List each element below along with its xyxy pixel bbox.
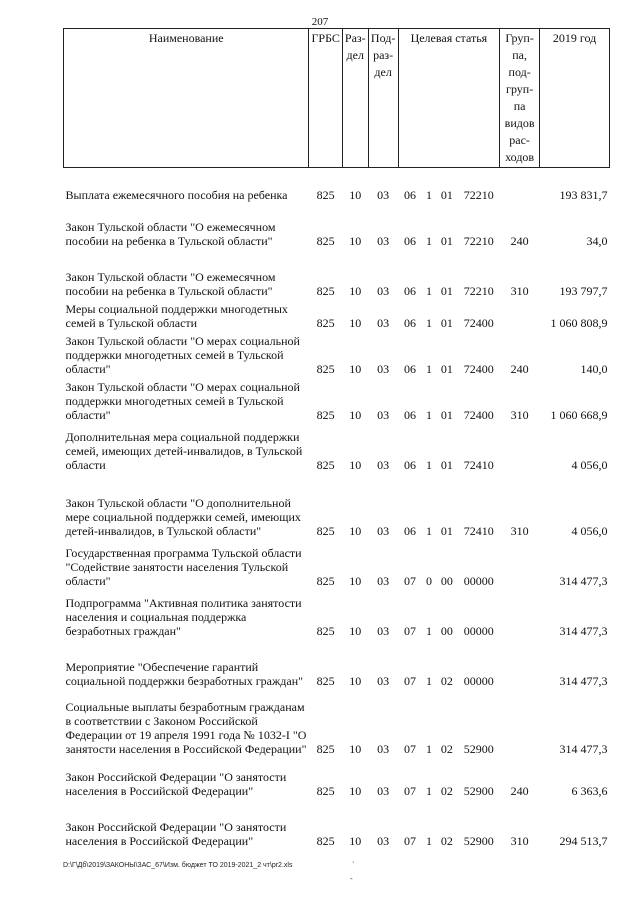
table-row	[64, 422, 610, 472]
row-target-program: 07	[404, 783, 417, 798]
row-target-subprogram: 1	[425, 283, 432, 298]
row-expense-group	[500, 588, 540, 638]
row-podrazdel: 03	[377, 361, 390, 376]
row-grbs: 825	[316, 361, 335, 376]
row-target-event: 01	[440, 457, 453, 472]
row-amount: 314 477,3	[559, 673, 608, 688]
table-header-row	[64, 29, 610, 168]
row-razdel: 10	[349, 623, 362, 638]
row-name: Выплата ежемесячного пособия на ребенка	[65, 187, 288, 202]
row-razdel: 10	[349, 673, 362, 688]
row-amount: 1 060 668,9	[550, 407, 608, 422]
row-name: Закон Тульской области "О мерах социальной поддержки многодетных семей в Тульской области"	[65, 379, 300, 422]
row-target-event: 01	[440, 283, 453, 298]
row-target-subprogram: 1	[425, 407, 432, 422]
row-target-subprogram: 1	[425, 457, 432, 472]
row-razdel: 10	[349, 361, 362, 376]
row-podrazdel: 03	[377, 315, 390, 330]
row-target-event: 02	[440, 673, 453, 688]
header-year: 2019 год	[540, 29, 610, 168]
table-row	[64, 756, 610, 798]
row-target-event: 01	[440, 407, 453, 422]
row-amount: 1 060 808,9	[550, 315, 608, 330]
row-grbs: 825	[316, 573, 335, 588]
row-target-program: 06	[404, 315, 417, 330]
row-target-subprogram: 1	[425, 783, 432, 798]
header-podrazdel: Под-раз-дел	[368, 29, 398, 168]
row-podrazdel: 03	[377, 407, 390, 422]
row-target-program: 07	[404, 623, 417, 638]
row-amount: 4 056,0	[571, 457, 608, 472]
row-name: Меры социальной поддержки многодетных семей в Тульской области	[65, 301, 288, 330]
row-amount: 314 477,3	[559, 741, 608, 756]
row-razdel: 10	[349, 187, 362, 202]
row-target-subprogram: 1	[425, 187, 432, 202]
row-amount: 140,0	[580, 361, 608, 376]
table-row	[64, 248, 610, 298]
row-grbs: 825	[316, 283, 335, 298]
row-target-subprogram: 1	[425, 623, 432, 638]
header-expense-group: Груп-па, под-груп-па видов рас-ходов	[500, 29, 540, 168]
row-target-subprogram: 0	[425, 573, 432, 588]
table-row	[64, 588, 610, 638]
row-razdel: 10	[349, 315, 362, 330]
table-row	[64, 298, 610, 330]
row-amount: 193 831,7	[559, 187, 608, 202]
row-target-event: 01	[440, 361, 453, 376]
row-razdel: 10	[349, 457, 362, 472]
row-target-event: 02	[440, 741, 453, 756]
row-expense-group: 310	[510, 833, 529, 848]
row-podrazdel: 03	[377, 623, 390, 638]
row-expense-group: 310	[510, 407, 529, 422]
row-expense-group	[500, 422, 540, 472]
row-grbs: 825	[316, 833, 335, 848]
row-target-subprogram: 1	[425, 833, 432, 848]
row-target-direction: 00000	[463, 673, 494, 688]
row-target-subprogram: 1	[425, 673, 432, 688]
row-target-program: 06	[404, 407, 417, 422]
row-razdel: 10	[349, 573, 362, 588]
row-target-event: 01	[440, 315, 453, 330]
row-expense-group: 310	[510, 283, 529, 298]
table-row	[64, 168, 610, 202]
row-podrazdel: 03	[377, 523, 390, 538]
row-expense-group: 310	[510, 523, 529, 538]
table-row	[64, 798, 610, 848]
row-razdel: 10	[349, 283, 362, 298]
row-target-direction: 72410	[463, 457, 494, 472]
row-name: Закон Российской Федерации "О занятости населения в Российской Федерации"	[65, 769, 287, 798]
row-expense-group	[500, 298, 540, 330]
row-expense-group	[500, 168, 540, 202]
row-podrazdel: 03	[377, 187, 390, 202]
table-row	[64, 472, 610, 538]
row-grbs: 825	[316, 783, 335, 798]
row-grbs: 825	[316, 407, 335, 422]
row-target-direction: 72400	[463, 407, 494, 422]
row-expense-group: 240	[510, 783, 529, 798]
row-target-direction: 72400	[463, 315, 494, 330]
row-amount: 34,0	[586, 233, 608, 248]
row-name: Дополнительная мера социальной поддержки семей, имеющих детей-инвалидов, в Тульской области	[65, 429, 303, 472]
row-name: Закон Российской Федерации "О занятости населения в Российской Федерации"	[65, 819, 287, 848]
row-grbs: 825	[316, 623, 335, 638]
row-name: Государственная программа Тульской области "Содействие занятости населения Тульской области"	[65, 545, 302, 588]
row-target-event: 01	[440, 523, 453, 538]
row-grbs: 825	[316, 523, 335, 538]
row-target-program: 07	[404, 833, 417, 848]
budget-table	[63, 28, 610, 848]
row-target-direction: 72210	[463, 233, 494, 248]
row-amount: 294 513,7	[559, 833, 608, 848]
row-target-event: 00	[440, 573, 453, 588]
row-razdel: 10	[349, 783, 362, 798]
footer-mark: ·	[352, 858, 355, 867]
row-podrazdel: 03	[377, 741, 390, 756]
row-podrazdel: 03	[377, 573, 390, 588]
row-target-program: 06	[404, 361, 417, 376]
row-grbs: 825	[316, 457, 335, 472]
row-name: Мероприятие "Обеспечение гарантий социальной поддержки безработных граждан"	[65, 659, 304, 688]
row-target-subprogram: 1	[425, 233, 432, 248]
row-target-event: 02	[440, 833, 453, 848]
row-target-subprogram: 1	[425, 741, 432, 756]
row-amount: 6 363,6	[571, 783, 608, 798]
row-target-program: 06	[404, 457, 417, 472]
row-target-program: 07	[404, 673, 417, 688]
footer-file-path: D:\Г\Дб\2019\ЗАКОНЫ\ЗАС_67\Изм. бюджет ТО 2019-2021_2 чт\pr2.xls	[63, 862, 293, 869]
row-name: Закон Тульской области "О дополнительной мере социальной поддержки семей, имеющих детей-инвалидов, в Тульской области"	[65, 495, 301, 538]
row-amount: 314 477,3	[559, 623, 608, 638]
footer-mark-2: -	[350, 874, 353, 883]
row-podrazdel: 03	[377, 233, 390, 248]
table-row	[64, 376, 610, 422]
row-target-event: 01	[440, 187, 453, 202]
row-target-direction: 52900	[463, 783, 494, 798]
table-row	[64, 538, 610, 588]
row-target-direction: 52900	[463, 741, 494, 756]
row-expense-group: 240	[510, 233, 529, 248]
row-podrazdel: 03	[377, 783, 390, 798]
row-target-program: 06	[404, 523, 417, 538]
table-row	[64, 688, 610, 756]
row-target-direction: 72410	[463, 523, 494, 538]
row-podrazdel: 03	[377, 673, 390, 688]
row-expense-group	[500, 638, 540, 688]
row-target-program: 06	[404, 283, 417, 298]
row-grbs: 825	[316, 187, 335, 202]
row-grbs: 825	[316, 741, 335, 756]
row-name: Закон Тульской области "О мерах социальной поддержки многодетных семей в Тульской области"	[65, 333, 300, 376]
row-target-direction: 00000	[463, 623, 494, 638]
row-razdel: 10	[349, 233, 362, 248]
row-grbs: 825	[316, 233, 335, 248]
row-target-direction: 72210	[463, 187, 494, 202]
row-podrazdel: 03	[377, 283, 390, 298]
row-target-event: 02	[440, 783, 453, 798]
row-target-direction: 72400	[463, 361, 494, 376]
row-razdel: 10	[349, 741, 362, 756]
row-target-program: 07	[404, 573, 417, 588]
row-target-program: 06	[404, 187, 417, 202]
row-target-direction: 00000	[463, 573, 494, 588]
row-target-program: 07	[404, 741, 417, 756]
row-grbs: 825	[316, 315, 335, 330]
row-amount: 314 477,3	[559, 573, 608, 588]
row-target-event: 00	[440, 623, 453, 638]
row-expense-group: 240	[510, 361, 529, 376]
row-razdel: 10	[349, 523, 362, 538]
row-target-subprogram: 1	[425, 523, 432, 538]
table-row	[64, 638, 610, 688]
header-grbs: ГРБС	[309, 29, 342, 168]
row-target-subprogram: 1	[425, 315, 432, 330]
row-podrazdel: 03	[377, 833, 390, 848]
row-target-direction: 52900	[463, 833, 494, 848]
row-expense-group	[500, 538, 540, 588]
row-target-program: 06	[404, 233, 417, 248]
row-target-direction: 72210	[463, 283, 494, 298]
row-amount: 193 797,7	[559, 283, 608, 298]
row-razdel: 10	[349, 407, 362, 422]
row-target-subprogram: 1	[425, 361, 432, 376]
row-name: Социальные выплаты безработным гражданам в соответствии с Законом Российской Федерации от 19 апреля 1991 года № 1032-I "О занятости населения в Российской Федерации"	[65, 699, 307, 756]
row-name: Подпрограмма "Активная политика занятости населения и социальная поддержка безработных граждан"	[65, 595, 302, 638]
header-target-article: Целевая статья	[398, 29, 500, 168]
row-grbs: 825	[316, 673, 335, 688]
row-name: Закон Тульской области "О ежемесячном пособии на ребенка в Тульской области"	[65, 269, 276, 298]
row-target-event: 01	[440, 233, 453, 248]
header-name: Наименование	[64, 29, 309, 168]
row-expense-group	[500, 688, 540, 756]
row-name: Закон Тульской области "О ежемесячном пособии на ребенка в Тульской области"	[65, 219, 276, 248]
header-razdel: Раз-дел	[342, 29, 368, 168]
page-number: 207	[311, 16, 329, 28]
table-row	[64, 202, 610, 248]
row-podrazdel: 03	[377, 457, 390, 472]
row-razdel: 10	[349, 833, 362, 848]
table-row	[64, 330, 610, 376]
row-amount: 4 056,0	[571, 523, 608, 538]
